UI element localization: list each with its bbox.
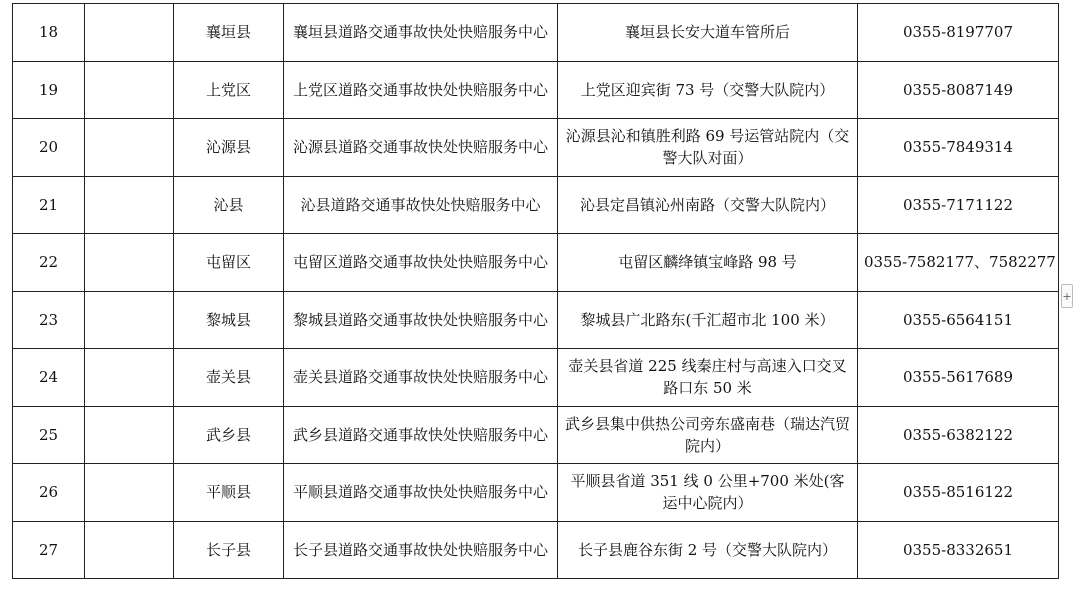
county-name: 沁源县 xyxy=(174,119,284,177)
address: 沁源县沁和镇胜利路 69 号运管站院内（交警大队对面） xyxy=(558,119,858,177)
blank-cell xyxy=(85,464,174,522)
blank-cell xyxy=(85,234,174,292)
row-number: 24 xyxy=(13,349,85,407)
blank-cell xyxy=(85,406,174,464)
table-row xyxy=(13,61,1059,119)
phone-number: 0355-5617689 xyxy=(858,349,1059,407)
address: 壶关县省道 225 线秦庄村与高速入口交叉路口东 50 米 xyxy=(558,349,858,407)
phone-number: 0355-7171122 xyxy=(858,176,1059,234)
service-center-name: 壶关县道路交通事故快处快赔服务中心 xyxy=(284,349,558,407)
table-row xyxy=(13,176,1059,234)
county-name: 壶关县 xyxy=(174,349,284,407)
address: 黎城县广北路东(千汇超市北 100 米） xyxy=(558,291,858,349)
county-name: 襄垣县 xyxy=(174,4,284,62)
phone-number: 0355-8197707 xyxy=(858,4,1059,62)
address: 上党区迎宾街 73 号（交警大队院内） xyxy=(558,61,858,119)
row-number: 23 xyxy=(13,291,85,349)
phone-number: 0355-8087149 xyxy=(858,61,1059,119)
phone-number: 0355-8332651 xyxy=(858,521,1059,579)
address: 武乡县集中供热公司旁东盛南巷（瑞达汽贸院内） xyxy=(558,406,858,464)
row-number: 19 xyxy=(13,61,85,119)
county-name: 长子县 xyxy=(174,521,284,579)
service-center-name: 襄垣县道路交通事故快处快赔服务中心 xyxy=(284,4,558,62)
row-number: 21 xyxy=(13,176,85,234)
county-name: 武乡县 xyxy=(174,406,284,464)
blank-cell xyxy=(85,4,174,62)
table-row xyxy=(13,4,1059,62)
blank-cell xyxy=(85,176,174,234)
service-center-name: 沁源县道路交通事故快处快赔服务中心 xyxy=(284,119,558,177)
table-row xyxy=(13,291,1059,349)
table-row xyxy=(13,464,1059,522)
address: 屯留区麟绛镇宝峰路 98 号 xyxy=(558,234,858,292)
row-number: 20 xyxy=(13,119,85,177)
service-center-name: 长子县道路交通事故快处快赔服务中心 xyxy=(284,521,558,579)
service-center-name: 武乡县道路交通事故快处快赔服务中心 xyxy=(284,406,558,464)
service-center-table xyxy=(12,3,1059,579)
table-row xyxy=(13,234,1059,292)
blank-cell xyxy=(85,349,174,407)
address: 长子县鹿谷东街 2 号（交警大队院内） xyxy=(558,521,858,579)
phone-number: 0355-7849314 xyxy=(858,119,1059,177)
phone-number: 0355-8516122 xyxy=(858,464,1059,522)
row-number: 22 xyxy=(13,234,85,292)
table-row xyxy=(13,521,1059,579)
service-center-name: 屯留区道路交通事故快处快赔服务中心 xyxy=(284,234,558,292)
address: 襄垣县长安大道车管所后 xyxy=(558,4,858,62)
service-center-name: 黎城县道路交通事故快处快赔服务中心 xyxy=(284,291,558,349)
phone-number: 0355-6382122 xyxy=(858,406,1059,464)
blank-cell xyxy=(85,61,174,119)
table-row xyxy=(13,349,1059,407)
blank-cell xyxy=(85,119,174,177)
row-number: 25 xyxy=(13,406,85,464)
add-row-button[interactable]: + xyxy=(1061,284,1073,308)
county-name: 屯留区 xyxy=(174,234,284,292)
county-name: 沁县 xyxy=(174,176,284,234)
row-number: 27 xyxy=(13,521,85,579)
county-name: 平顺县 xyxy=(174,464,284,522)
address: 沁县定昌镇沁州南路（交警大队院内） xyxy=(558,176,858,234)
blank-cell xyxy=(85,521,174,579)
row-number: 26 xyxy=(13,464,85,522)
row-number: 18 xyxy=(13,4,85,62)
service-center-name: 平顺县道路交通事故快处快赔服务中心 xyxy=(284,464,558,522)
service-center-name: 沁县道路交通事故快处快赔服务中心 xyxy=(284,176,558,234)
table-row xyxy=(13,119,1059,177)
phone-number: 0355-7582177、7582277 xyxy=(858,234,1059,292)
phone-number: 0355-6564151 xyxy=(858,291,1059,349)
county-name: 黎城县 xyxy=(174,291,284,349)
table-row xyxy=(13,406,1059,464)
county-name: 上党区 xyxy=(174,61,284,119)
blank-cell xyxy=(85,291,174,349)
service-center-name: 上党区道路交通事故快处快赔服务中心 xyxy=(284,61,558,119)
address: 平顺县省道 351 线 0 公里+700 米处(客运中心院内） xyxy=(558,464,858,522)
